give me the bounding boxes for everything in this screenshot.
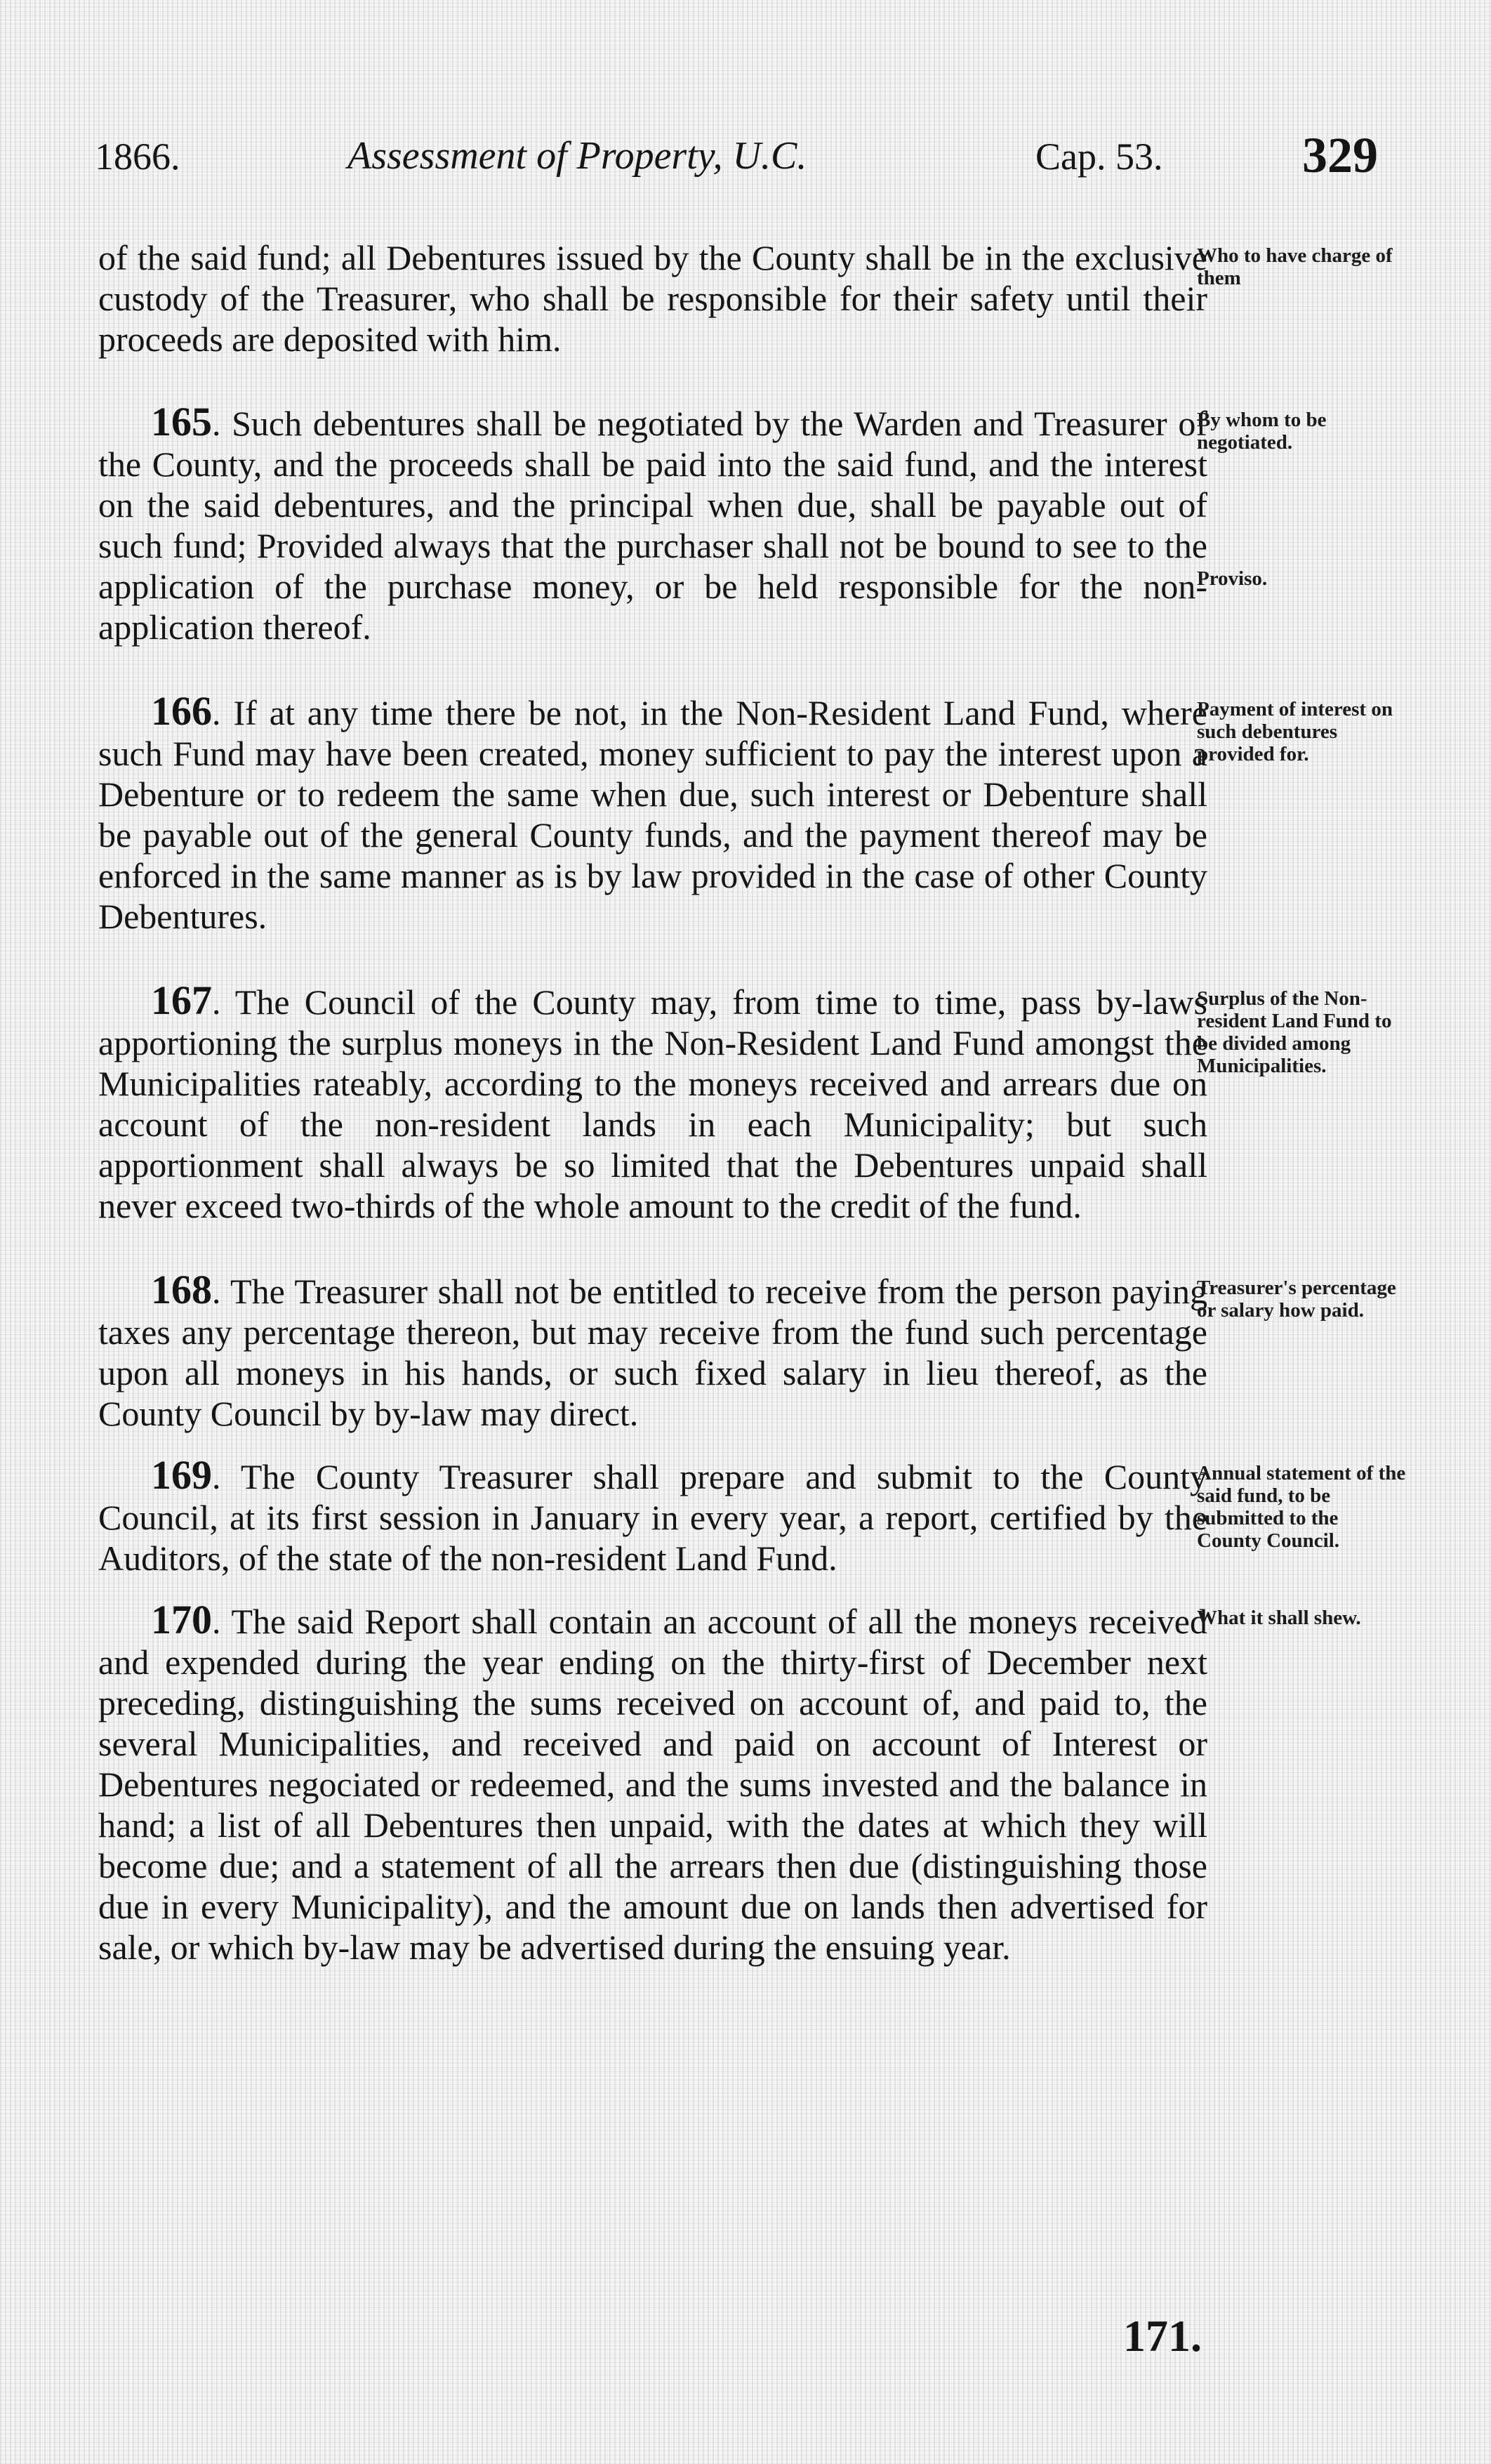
- section-text: . The County Treasurer shall prepare and submit to the County Council, at its first session in January in every year, a report, certified by the Auditors, of the state of the non-resident Land Fund.: [98, 1457, 1207, 1578]
- section-166: [98, 688, 1474, 937]
- running-header: [95, 126, 1400, 190]
- section-168: [98, 1267, 1474, 1434]
- header-year: 1866.: [95, 136, 180, 178]
- header-title: Assessment of Property, U.C.: [347, 134, 807, 178]
- marginal-note: Payment of interest on such debentures provided for.: [1197, 698, 1393, 765]
- header-chapter: Cap. 53.: [1035, 136, 1163, 178]
- section-169: [98, 1452, 1474, 1579]
- marginal-note: Treasurer's percentage or salary how paid.: [1197, 1277, 1396, 1322]
- section-text: of the said fund; all Debentures issued by the County shall be in the exclusive custody of the Treasurer, who shall be responsible for their safety until their proceeds are deposited with him.: [98, 238, 1207, 359]
- marginal-note: Proviso.: [1197, 567, 1268, 590]
- section-167: [98, 977, 1474, 1226]
- marginal-note: By whom to be negotiated.: [1197, 409, 1327, 454]
- section-number: 170: [151, 1597, 212, 1642]
- section-number: 165: [151, 399, 212, 444]
- section-number: 168: [151, 1267, 212, 1312]
- section-text-block: [98, 1597, 1207, 1968]
- section-text-block: [98, 399, 1207, 647]
- page-body: [98, 211, 1474, 1968]
- marginal-note: What it shall shew.: [1197, 1607, 1361, 1629]
- marginal-note: Surplus of the Non-resident Land Fund to be divided among Municipalities.: [1197, 987, 1392, 1077]
- section-number: 167: [151, 977, 212, 1023]
- section-text: . The said Report shall contain an account of all the moneys received and expended during the year ending on the thirty-first of December next preceding, distinguishing the sums received on account of, and paid to, the several Municipalities, and received and paid on account of Interest or Debentures negociated or redeemed, and the sums invested and the balance in hand; a list of all Debentures then unpaid, with the dates at which they will become due; and a statement of all the arrears then due (distinguishing those due in every Municipality), and the amount due on lands then advertised for sale, or which by-law may be advertised during the ensuing year.: [98, 1602, 1207, 1967]
- catchword: 171.: [1123, 2311, 1202, 2361]
- section-number: 166: [151, 688, 212, 734]
- marginal-note: Who to have charge of them: [1197, 244, 1393, 289]
- section-text-block: [98, 1267, 1207, 1434]
- page-number: 329: [1302, 127, 1378, 183]
- section-continued: [98, 237, 1474, 360]
- section-text-block: [98, 977, 1207, 1226]
- section-number: 169: [151, 1452, 212, 1498]
- marginal-note: Annual statement of the said fund, to be submitted to the County Council.: [1197, 1462, 1406, 1552]
- section-text: . If at any time there be not, in the Non-Resident Land Fund, where such Fund may have been created, money sufficient to pay the interest upon a Debenture or to redeem the same when due, such interest or Debenture shall be payable out of the general County funds, and the payment thereof may be enforced in the same manner as is by law provided in the case of other County Debentures.: [98, 693, 1207, 936]
- section-text: . The Treasurer shall not be entitled to receive from the person paying taxes any percentage thereon, but may receive from the fund such percentage upon all moneys in his hands, or such fixed salary in lieu thereof, as the County Council by by-law may direct.: [98, 1272, 1207, 1433]
- section-text: . Such debentures shall be negotiated by the Warden and Treasurer of the County, and the proceeds shall be paid into the said fund, and the interest on the said debentures, and the principal when due, shall be payable out of such fund; Provided always that the purchaser shall not be bound to see to the application of the purchase money, or be held responsible for the non-application thereof.: [98, 404, 1207, 647]
- section-165: [98, 399, 1474, 647]
- section-text: . The Council of the County may, from time to time, pass by-laws apportioning the surplus moneys in the Non-Resident Land Fund amongst the Municipalities rateably, according to the moneys received and arrears due on account of the non-resident lands in each Municipality; but such apportionment shall always be so limited that the Debentures unpaid shall never exceed two-thirds of the whole amount to the credit of the fund.: [98, 982, 1207, 1225]
- section-text-block: [98, 688, 1207, 937]
- section-170: [98, 1597, 1474, 1968]
- section-text-block: [98, 1452, 1207, 1579]
